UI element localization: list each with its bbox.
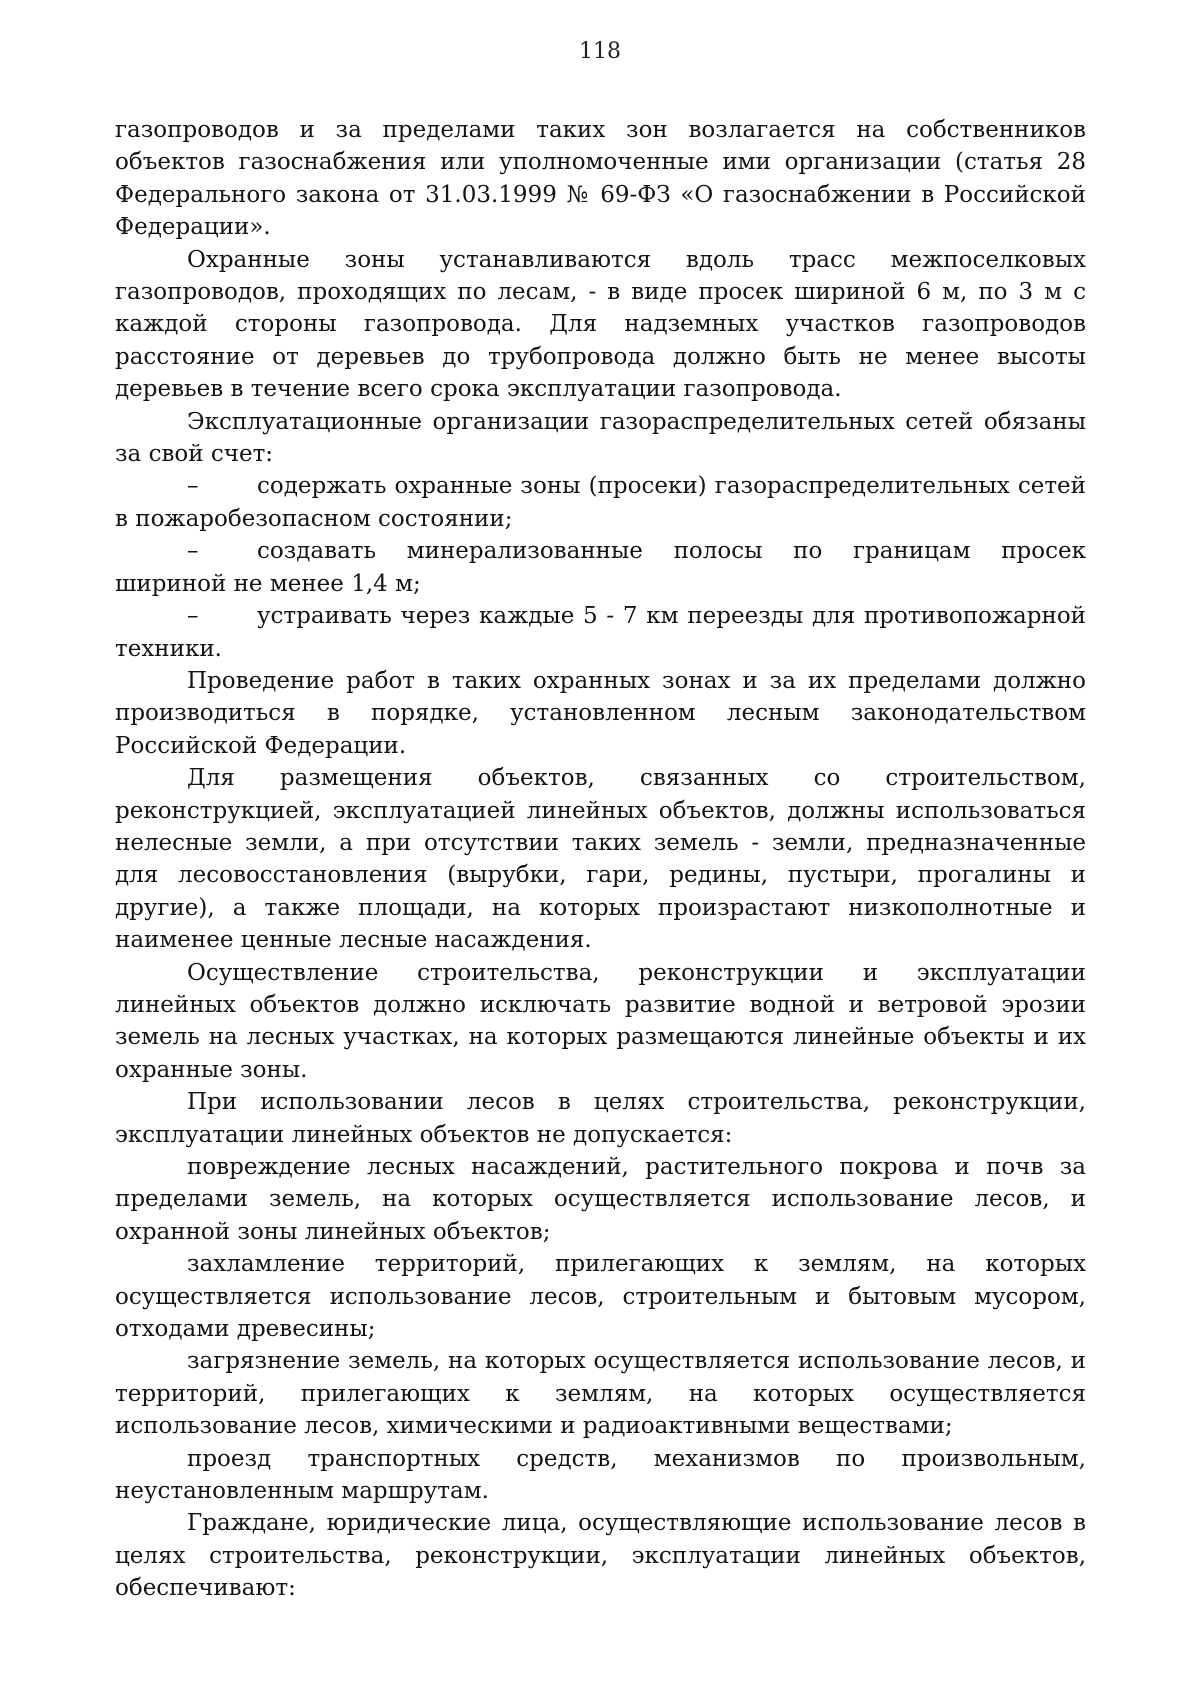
- paragraph-works-procedure: Проведение работ в таких охранных зонах и за их пределами должно производиться в порядке, установленном лесным законодательством Российской Федерации.: [115, 667, 1086, 759]
- body-text: [115, 114, 1086, 1605]
- paragraph-operating-organizations: Эксплуатационные организации газораспределительных сетей обязаны за свой счет:: [115, 408, 1086, 468]
- list-item-text: устраивать через каждые 5 - 7 км переезды для противопожарной техники.: [115, 603, 1086, 662]
- paragraph-citizens-ensure: Граждане, юридические лица, осуществляющие использование лесов в целях строительства, реконструкции, эксплуатации линейных объектов, обеспечивают:: [115, 1510, 1086, 1602]
- paragraph-vehicle-passage: проезд транспортных средств, механизмов по произвольным, неустановленным маршрутам.: [115, 1445, 1086, 1505]
- paragraph-not-allowed: При использовании лесов в целях строительства, реконструкции, эксплуатации линейных объектов не допускается:: [115, 1089, 1086, 1148]
- paragraph-continuation: газопроводов и за пределами таких зон возлагается на собственников объектов газоснабжения или уполномоченные ими организации (статья 28 Федерального закона от 31.03.1999 № 69-ФЗ «О газоснабжении в Российской Федерации».: [115, 117, 1086, 241]
- dash-marker: –: [187, 603, 199, 630]
- paragraph-littering: захламление территорий, прилегающих к землям, на которых осуществляется использование лесов, строительным и бытовым мусором, отходами древесины;: [115, 1251, 1086, 1343]
- paragraph-pollution: загрязнение земель, на которых осуществляется использование лесов, и территорий, прилегающих к землям, на которых осуществляется использование лесов, химическими и радиоактивными веществами;: [115, 1348, 1086, 1440]
- page-number: 118: [579, 39, 621, 64]
- paragraph-land-placement: Для размещения объектов, связанных со строительством, реконструкцией, эксплуатацией линейных объектов, должны использоваться нелесные земли, а при отсутствии таких земель - земли, предназначенные для лесовосстановления (вырубки, гари, редины, пустыри, прогалины и другие), а также площади, на которых произрастают низкополнотные и наименее ценные лесные насаждения.: [115, 765, 1086, 954]
- list-item-text: содержать охранные зоны (просеки) газораспределительных сетей в пожаробезопасном состоянии;: [115, 473, 1086, 532]
- list-item: [115, 535, 1086, 600]
- paragraph-protected-zones: Охранные зоны устанавливаются вдоль трасс межпоселковых газопроводов, проходящих по лесам, - в виде просек шириной 6 м, по 3 м с каждой стороны газопровода. Для надземных участков газопроводов расстояние от деревьев до трубопровода должно быть не менее высоты деревьев в течение всего срока эксплуатации газопровода.: [115, 246, 1086, 403]
- paragraph-erosion: Осуществление строительства, реконструкции и эксплуатации линейных объектов должно исключать развитие водной и ветровой эрозии земель на лесных участках, на которых размещаются линейные объекты и их охранные зоны.: [115, 959, 1086, 1083]
- dash-marker: –: [187, 473, 199, 500]
- list-item: [115, 470, 1086, 535]
- list-item: [115, 600, 1086, 665]
- list-item-text: создавать минерализованные полосы по границам просек шириной не менее 1,4 м;: [115, 538, 1086, 597]
- dash-marker: –: [187, 538, 199, 565]
- paragraph-damage: повреждение лесных насаждений, растительного покрова и почв за пределами земель, на которых осуществляется использование лесов, и охранной зоны линейных объектов;: [115, 1154, 1086, 1245]
